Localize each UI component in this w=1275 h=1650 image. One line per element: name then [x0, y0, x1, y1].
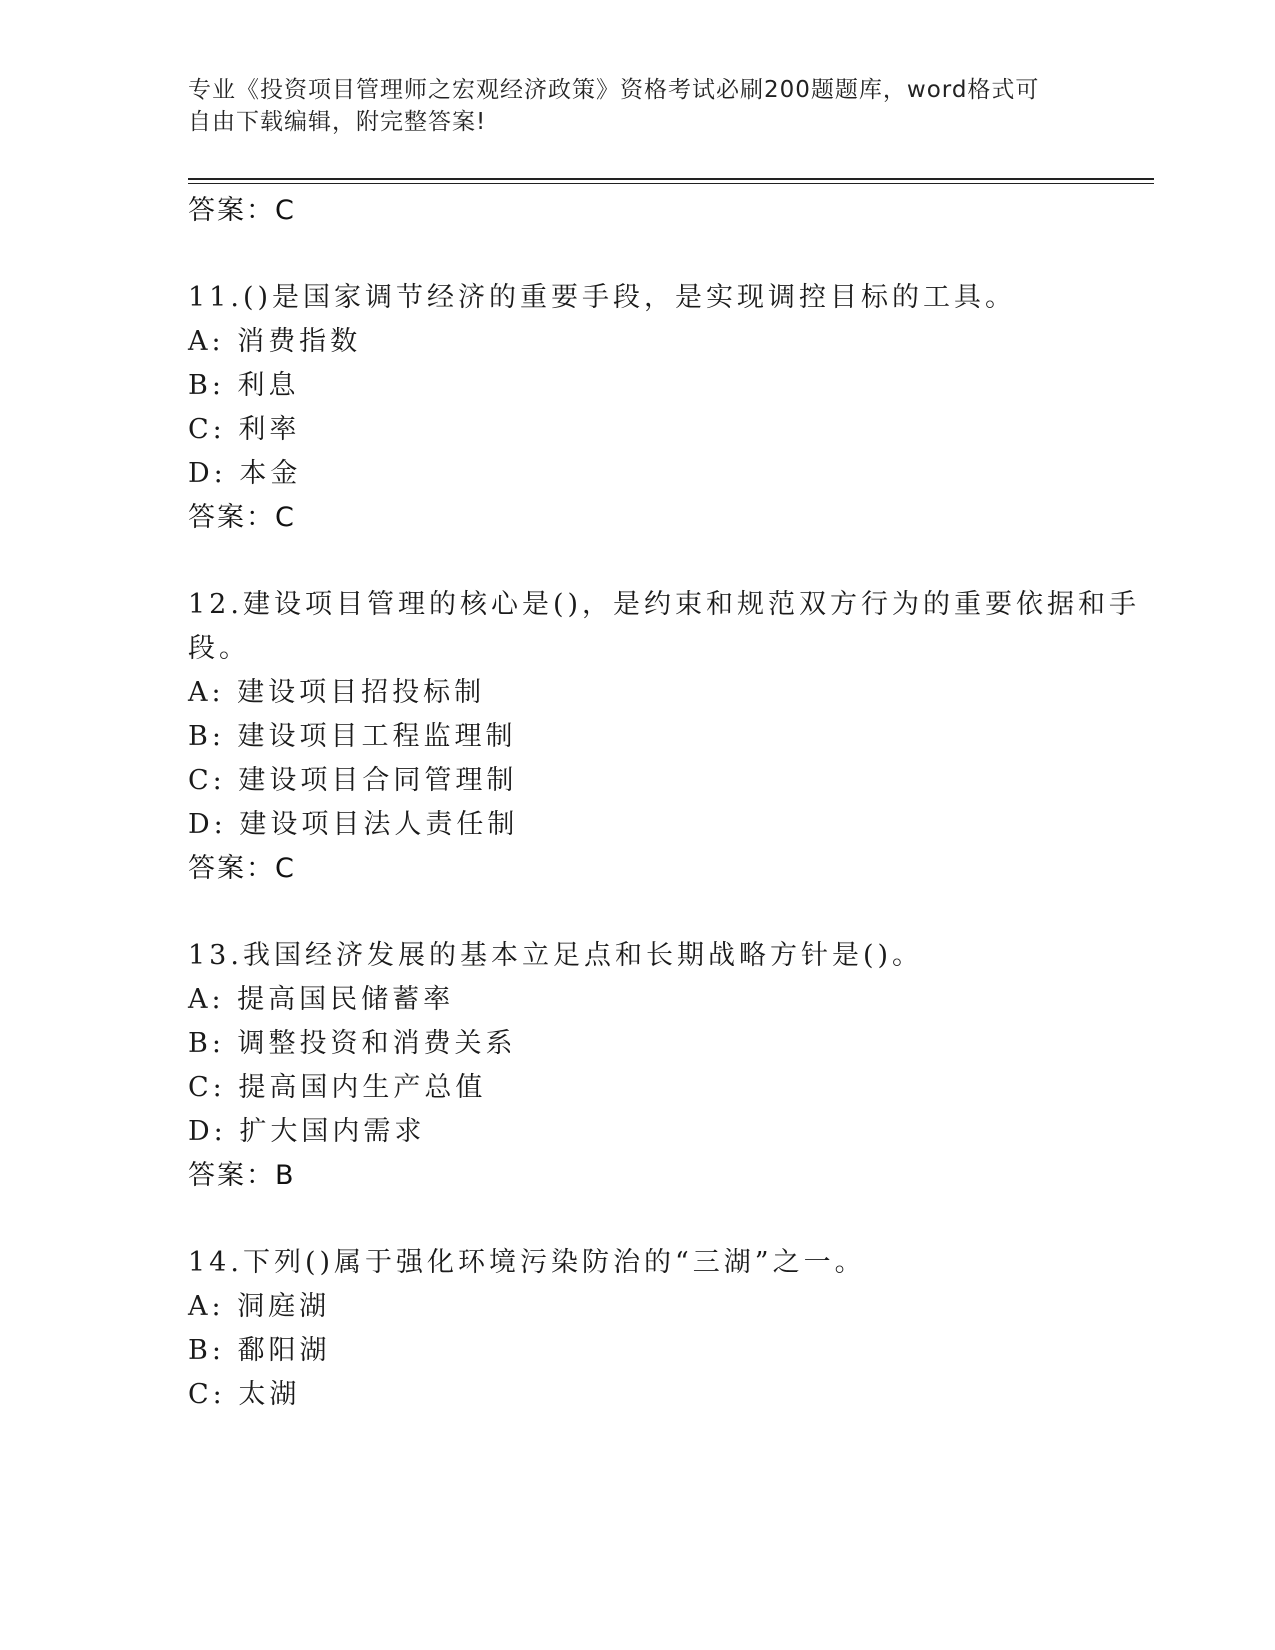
question-14-option-b: B: 鄱阳湖: [188, 1335, 331, 1366]
question-13-option-d: D: 扩大国内需求: [188, 1116, 426, 1147]
question-13-option-b: B: 调整投资和消费关系: [188, 1028, 517, 1059]
question-12-option-b: B: 建设项目工程监理制: [188, 721, 517, 752]
question-14-stem: 14.下列()属于强化环境污染防治的“三湖”之一。: [188, 1247, 866, 1278]
question-11-option-b: B: 利息: [188, 370, 300, 401]
question-12-option-d: D: 建设项目法人责任制: [188, 809, 519, 840]
question-13-answer: 答案：B: [188, 1160, 296, 1191]
page-header: [188, 74, 1068, 138]
question-13-option-a: A: 提高国民储蓄率: [188, 984, 455, 1015]
question-11-stem: 11.()是国家调节经济的重要手段，是实现调控目标的工具。: [188, 282, 1017, 313]
question-14-option-a: A: 洞庭湖: [188, 1291, 331, 1322]
question-11-option-c: C: 利率: [188, 414, 301, 445]
header-line-2: 自由下载编辑，附完整答案!: [188, 109, 487, 135]
question-11-option-d: D: 本金: [188, 458, 302, 489]
question-11-option-a: A: 消费指数: [188, 326, 362, 357]
header-divider: [188, 178, 1154, 184]
question-12-stem-line-1: 12.建设项目管理的核心是()，是约束和规范双方行为的重要依据和手: [188, 589, 1141, 620]
question-13-stem: 13.我国经济发展的基本立足点和长期战略方针是()。: [188, 940, 924, 971]
question-12-stem-line-2: 段。: [188, 633, 250, 664]
question-12-option-a: A: 建设项目招投标制: [188, 677, 486, 708]
question-14-option-c: C: 太湖: [188, 1379, 301, 1410]
question-12-answer: 答案：C: [188, 853, 296, 884]
question-12-option-c: C: 建设项目合同管理制: [188, 765, 518, 796]
question-11-answer: 答案：C: [188, 502, 296, 533]
answer-prev: 答案：C: [188, 195, 296, 226]
question-13-option-c: C: 提高国内生产总值: [188, 1072, 487, 1103]
header-line-1: 专业《投资项目管理师之宏观经济政策》资格考试必刷200题题库，word格式可: [188, 77, 1040, 103]
